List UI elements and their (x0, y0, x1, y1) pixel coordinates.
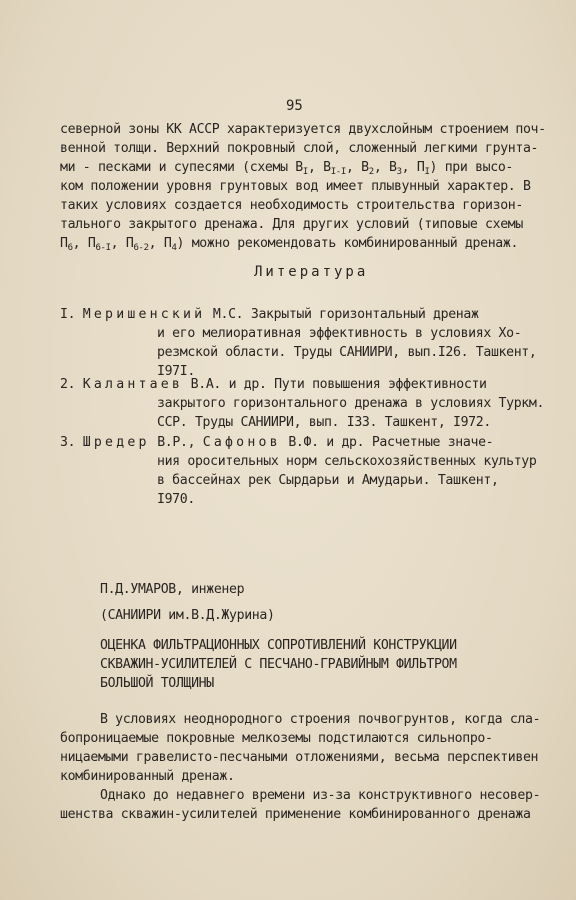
reference-author: Калантаев (82, 377, 184, 392)
article-title-line: СКВАЖИН-УСИЛИТЕЛЕЙ С ПЕСЧАНО-ГРАВИЙНЫМ ФИЛЬТРОМ (100, 657, 457, 672)
text-line: В условиях неоднородного строения почвогрунтов, когда сла- (100, 712, 541, 727)
text-fragment: , (148, 236, 164, 251)
reference-item (60, 305, 479, 324)
reference-author: Шредер (82, 435, 150, 450)
text-fragment: В (361, 160, 369, 175)
reference-number: 2. (60, 377, 76, 392)
text-fragment: , (401, 160, 417, 175)
reference-text: в бассейнах рек Сырдарьи и Амударьи. Ташкент, (157, 473, 499, 488)
reference-text: и его мелиоративная эффективность в условиях Хо- (157, 326, 522, 341)
text-fragment: П (125, 236, 134, 251)
article-title-line: БОЛЬШОЙ ТОЛЩИНЫ (100, 676, 214, 691)
reference-text: В.А. и др. Пути повышения эффективности (183, 377, 487, 392)
text-fragment: , (110, 236, 126, 251)
text-fragment: ) при высо- (429, 160, 514, 175)
reference-number: 3. (60, 435, 76, 450)
reference-text: закрытого горизонтального дренажа в условиях Туркм. (157, 396, 545, 411)
reference-author: Меришенский (82, 307, 206, 322)
subscript: 6 (67, 243, 73, 253)
reference-text: М.С. Закрытый горизонтальный дренаж (205, 307, 479, 322)
text-fragment: ) можно рекомендовать комбинированный дренаж. (176, 236, 519, 251)
text-fragment: , (373, 160, 389, 175)
text-line: тального закрытого дренажа. Для других условий (типовые схемы (60, 217, 523, 232)
affiliation: (САНИИРИ им.В.Д.Журина) (100, 608, 275, 623)
text-fragment: В (389, 160, 397, 175)
reference-text: I970. (157, 492, 195, 507)
subscript: I-I (330, 167, 346, 177)
reference-item (60, 433, 493, 452)
text-fragment: П (163, 236, 172, 251)
reference-text: ССР. Труды САНИИРИ, вып. I33. Ташкент, I972. (157, 415, 491, 430)
text-line (60, 234, 518, 253)
reference-text: В.Р., (149, 435, 203, 450)
reference-author: Сафонов (202, 435, 281, 450)
text-fragment: ми - песками и супесями (схемы В (60, 160, 303, 175)
text-line: таких условиях создается необходимость строительства горизон- (60, 198, 523, 213)
text-line: ком положении уровня грунтовых вод имеет плывунный характер. В (60, 179, 531, 194)
text-fragment: П (60, 236, 68, 251)
text-fragment: П (416, 160, 425, 175)
text-line: ницаемыми гравелисто-песчаными отложениями, весьма перспективен (60, 750, 539, 765)
subscript: 2 (368, 167, 374, 177)
subscript: 6-I (95, 243, 111, 253)
text-fragment: П (87, 236, 96, 251)
subscript: I (424, 167, 430, 177)
subscript: I (302, 167, 308, 177)
text-line: Однако до недавнего времени из-за конструктивного несовер- (100, 788, 541, 803)
reference-item (60, 375, 487, 394)
text-fragment: , (307, 160, 324, 175)
text-fragment: , (72, 236, 88, 251)
subscript: 3 (396, 167, 402, 177)
text-fragment: В (323, 160, 331, 175)
reference-text: В.Ф. и др. Расчетные значе- (280, 435, 494, 450)
text-line: комбинированный дренаж. (60, 769, 235, 784)
reference-text: резмской области. Труды САНИИРИ, вып.I26. Ташкент, (157, 345, 537, 360)
text-line: шенства скважин-усилителей применение комбинированного дренажа (60, 807, 531, 822)
reference-number: I. (60, 307, 76, 322)
author-line: П.Д.УМАРОВ, инженер (100, 582, 245, 597)
page-number: 95 (286, 98, 303, 114)
text-line (60, 158, 513, 177)
text-fragment: , (345, 160, 362, 175)
text-line: бопроницаемые покровные мелкоземы подстилаются сильнопро- (60, 731, 493, 746)
article-title-line: ОЦЕНКА ФИЛЬТРАЦИОННЫХ СОПРОТИВЛЕНИЙ КОНСТРУКЦИИ (100, 638, 457, 653)
subscript: 4 (171, 243, 177, 253)
literature-heading: Литература (254, 264, 369, 280)
reference-text: I97I. (157, 364, 195, 379)
text-line: северной зоны КК АССР характеризуется двухслойным строением поч- (60, 122, 546, 137)
text-line: венной толщи. Верхний покровный слой, сложенный легкими грунта- (60, 141, 539, 156)
subscript: 6-2 (133, 243, 149, 253)
reference-text: ния оросительных норм сельскохозяйственных культур (157, 454, 537, 469)
